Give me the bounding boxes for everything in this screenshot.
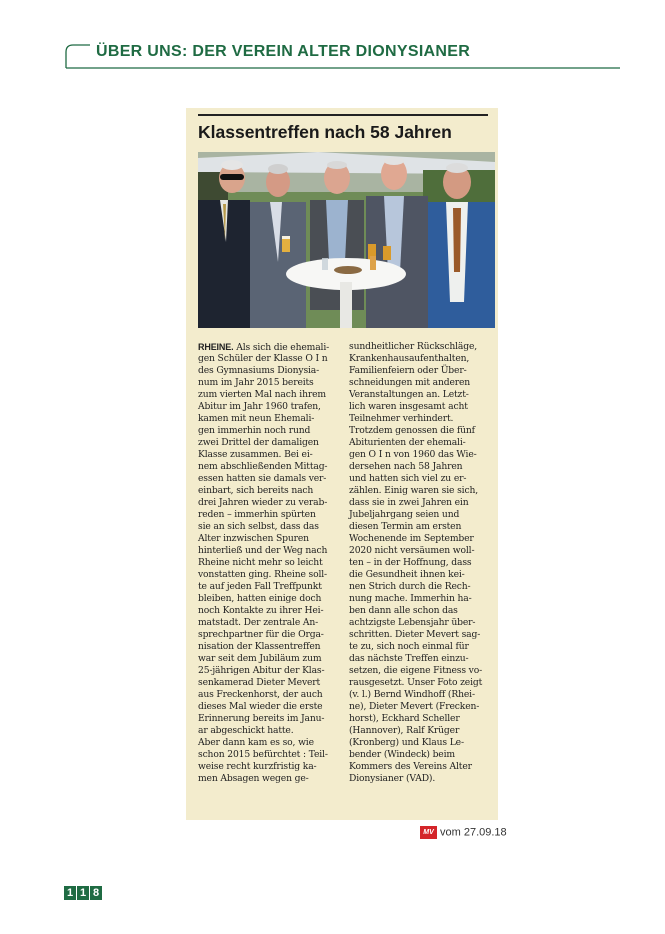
section-title: ÜBER UNS: DER VEREIN ALTER DIONYSIANER bbox=[96, 43, 471, 60]
text-line: 25-jährigen Abitur der Klas- bbox=[198, 665, 325, 676]
text-line: (v. l.) Bernd Windhoff (Rhei- bbox=[349, 689, 475, 700]
text-line: Aber dann kam es so, wie bbox=[198, 737, 314, 748]
article-column-left bbox=[198, 341, 343, 785]
headline-rule bbox=[198, 114, 488, 116]
text-line: Trotzdem genossen die fünf bbox=[349, 425, 475, 436]
text-line: setzen, die eigene Fitness vo- bbox=[349, 665, 483, 676]
text-line: sundheitlicher Rückschläge, bbox=[349, 341, 478, 352]
text-line: Wochenende im September bbox=[349, 533, 474, 544]
text-line: Familienfeiern oder Über- bbox=[349, 365, 467, 376]
text-line: gen O I n von 1960 das Wie- bbox=[349, 449, 477, 460]
five-men-at-standing-table-photo bbox=[198, 152, 495, 328]
text-line: dass sie in zwei Jahren ein bbox=[349, 497, 469, 508]
text-line: vonstatten ging. Rheine soll- bbox=[198, 569, 328, 580]
text-line: Abiturienten der ehemali- bbox=[349, 437, 466, 448]
text-line: Abitur im Jahr 1960 trafen, bbox=[198, 401, 321, 412]
text-line: drei Jahren wieder zu verab- bbox=[198, 497, 328, 508]
page-number-digit: 1 bbox=[64, 886, 76, 900]
text-line: Teilnehmer verhindert. bbox=[349, 413, 454, 424]
text-line: ben dann alle schon das bbox=[349, 605, 458, 616]
text-line: dersehen nach 58 Jahren bbox=[349, 461, 463, 472]
article-photo bbox=[198, 152, 495, 328]
text-line: matstadt. Der zentrale An- bbox=[198, 617, 319, 628]
text-line: ne), Dieter Mevert (Frecken- bbox=[349, 701, 480, 712]
text-line: schon 2015 befürchtet : Teil- bbox=[198, 749, 328, 760]
text-line: zum vierten Mal nach ihrem bbox=[198, 389, 326, 400]
text-line: zählen. Einig waren sie sich, bbox=[349, 485, 478, 496]
text-line: Alter inzwischen Spuren bbox=[198, 533, 309, 544]
text-line: hinterließ und der Weg nach bbox=[198, 545, 328, 556]
text-line: ar abgeschickt hatte. bbox=[198, 725, 294, 736]
text-line: Dionysianer (VAD). bbox=[349, 773, 436, 784]
text-line: nem abschließenden Mittag- bbox=[198, 461, 328, 472]
text-line: gen immerhin noch rund bbox=[198, 425, 311, 436]
text-line: te auf jeden Fall Treffpunkt bbox=[198, 581, 322, 592]
text-line: und hatten sich viel zu er- bbox=[349, 473, 467, 484]
page-number-digit: 1 bbox=[77, 886, 89, 900]
text-line: nen Strich durch die Rech- bbox=[349, 581, 471, 592]
text-line: Kommers des Vereins Alter bbox=[349, 761, 472, 772]
text-line: das nächste Treffen einzu- bbox=[349, 653, 469, 664]
text-line: te zu, sich noch einmal für bbox=[349, 641, 469, 652]
dateline: RHEINE. bbox=[198, 342, 234, 352]
text-line: Rheine nicht mehr so leicht bbox=[198, 557, 323, 568]
text-line: gen Schüler der Klasse O I n bbox=[198, 353, 328, 364]
text-line: (Hannover), Ralf Krüger bbox=[349, 725, 460, 736]
text-line: zwei Drittel der damaligen bbox=[198, 437, 319, 448]
source-date: vom 27.09.18 bbox=[440, 826, 507, 839]
source-citation bbox=[420, 826, 507, 840]
article-headline: Klassentreffen nach 58 Jahren bbox=[198, 122, 452, 142]
text-line: lich waren insgesamt acht bbox=[349, 401, 468, 412]
page-number-digit: 8 bbox=[90, 886, 102, 900]
text-line: des Gymnasiums Dionysia- bbox=[198, 365, 320, 376]
text-line: noch Kontakte zu ihrer Hei- bbox=[198, 605, 324, 616]
text-line: men Absagen wegen ge- bbox=[198, 773, 309, 784]
text-line: schritten. Dieter Mevert sag- bbox=[349, 629, 481, 640]
first-line bbox=[198, 341, 343, 353]
article-column-right bbox=[349, 341, 494, 785]
header-rule-graphic bbox=[0, 0, 665, 80]
text-line: ten – in der Hoffnung, dass bbox=[349, 557, 472, 568]
text-line: nisation der Klassentreffen bbox=[198, 641, 321, 652]
text-line: horst), Eckhard Scheller bbox=[349, 713, 460, 724]
text-line: war seit dem Jubiläum zum bbox=[198, 653, 322, 664]
text-line: kamen mit neun Ehemali- bbox=[198, 413, 315, 424]
text-line: bender (Windeck) beim bbox=[349, 749, 455, 760]
text-line: (Kronberg) und Klaus Le- bbox=[349, 737, 464, 748]
text-line: nung mache. Immerhin ha- bbox=[349, 593, 472, 604]
text-line: senkamerad Dieter Mevert bbox=[198, 677, 321, 688]
text-line: rausgesetzt. Unser Foto zeigt bbox=[349, 677, 483, 688]
text-line: reden – immerhin spürten bbox=[198, 509, 316, 520]
newspaper-clipping bbox=[186, 108, 498, 820]
mv-newspaper-logo: MV bbox=[420, 826, 437, 839]
text-line: die Gesundheit ihnen kei- bbox=[349, 569, 465, 580]
text-line: essen hatten sie damals ver- bbox=[198, 473, 327, 484]
text-line: num im Jahr 2015 bereits bbox=[198, 377, 314, 388]
page-header bbox=[0, 0, 665, 80]
text-line: Erinnerung bereits im Janu- bbox=[198, 713, 325, 724]
text-line: diesen Termin am ersten bbox=[349, 521, 462, 532]
text-line: aus Freckenhorst, der auch bbox=[198, 689, 323, 700]
page-number bbox=[64, 886, 102, 900]
text-line: achtzigste Lebensjahr über- bbox=[349, 617, 476, 628]
text-line: sie an sich selbst, dass das bbox=[198, 521, 319, 532]
text-line: 2020 nicht versäumen woll- bbox=[349, 545, 475, 556]
text-line: bleiben, hatten einige doch bbox=[198, 593, 322, 604]
text-line: Krankenhausaufenthalten, bbox=[349, 353, 470, 364]
text-line: sprechpartner für die Orga- bbox=[198, 629, 324, 640]
text-line: Klasse zusammen. Bei ei- bbox=[198, 449, 313, 460]
text-line: schneidungen mit anderen bbox=[349, 377, 471, 388]
text-line: einbart, sich bereits nach bbox=[198, 485, 314, 496]
text-line: weise recht kurzfristig ka- bbox=[198, 761, 317, 772]
text-line: Als sich die ehemali- bbox=[233, 342, 330, 353]
text-line: dieses Mal wieder die erste bbox=[198, 701, 323, 712]
text-line: Veranstaltungen an. Letzt- bbox=[349, 389, 469, 400]
text-line: Jubeljahrgang seien und bbox=[349, 509, 460, 520]
